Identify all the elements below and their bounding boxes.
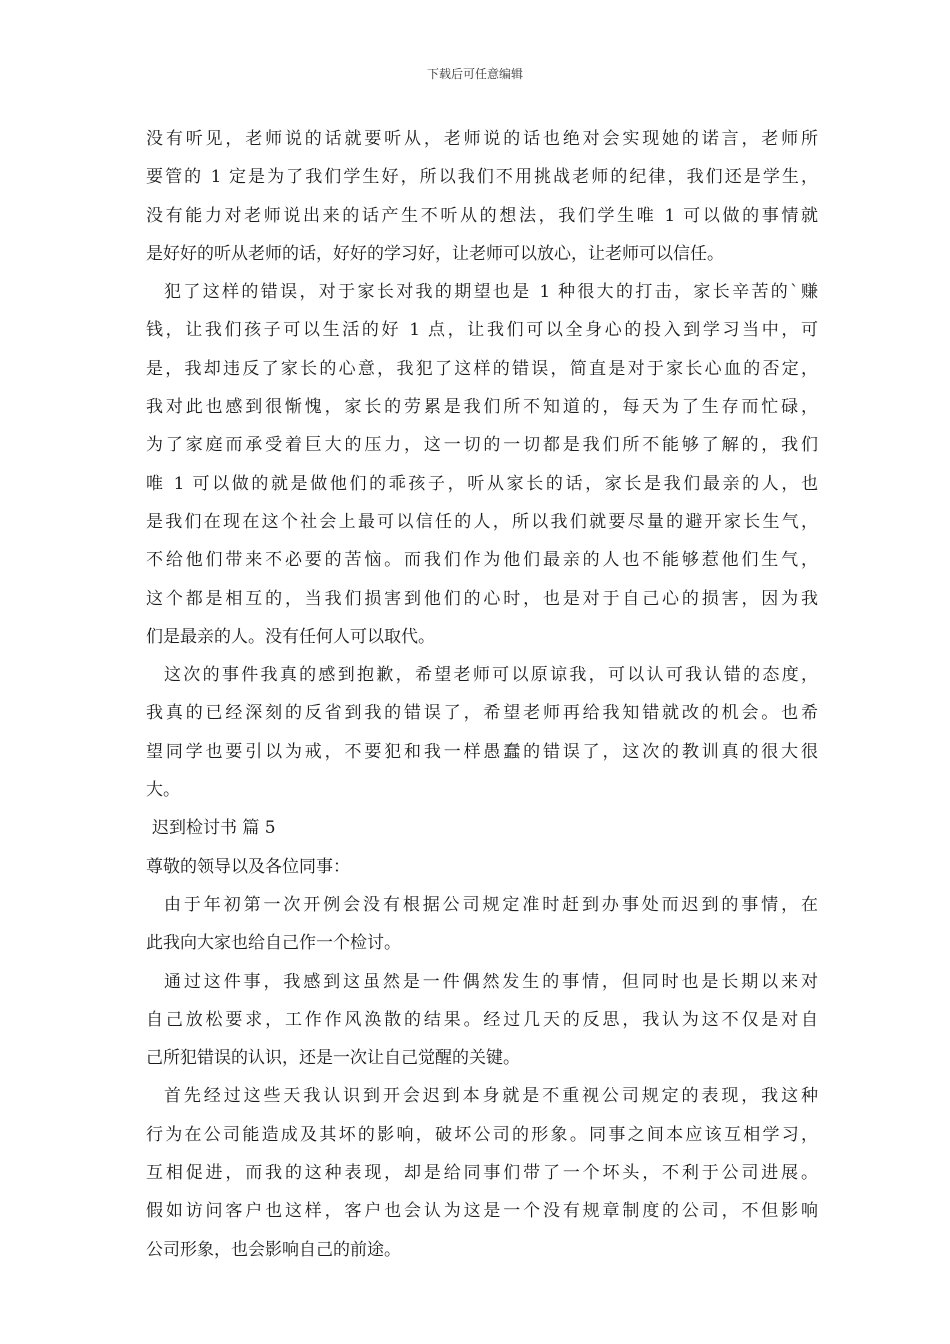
text-line: 为了家庭而承受着巨大的压力，这一切的一切都是我们所不能够了解的，我们 xyxy=(146,435,818,456)
document-body xyxy=(146,120,818,1269)
text-line: 公司形象，也会影响自己的前途。 xyxy=(146,1239,401,1260)
page-header: 下载后可任意编辑 xyxy=(426,67,523,81)
text-line: 通过这件事，我感到这虽然是一件偶然发生的事情，但同时也是长期以来对 xyxy=(164,971,818,992)
text-line: 是，我却违反了家长的心意，我犯了这样的错误，简直是对于家长心血的否定， xyxy=(146,358,818,379)
text-line: 要管的 1 定是为了我们学生好，所以我们不用挑战老师的纪律，我们还是学生， xyxy=(146,167,818,188)
text-line: 这次的事件我真的感到抱歉，希望老师可以原谅我，可以认可我认错的态度， xyxy=(164,665,818,686)
text-line: 不给他们带来不必要的苦恼。而我们作为他们最亲的人也不能够惹他们生气， xyxy=(146,550,818,571)
text-line: 是好好的听从老师的话，好好的学习好，让老师可以放心，让老师可以信任。 xyxy=(146,243,724,264)
text-line: 没有能力对老师说出来的话产生不听从的想法，我们学生唯 1 可以做的事情就 xyxy=(146,205,818,226)
text-line: 望同学也要引以为戒，不要犯和我一样愚蠢的错误了，这次的教训真的很大很 xyxy=(146,741,818,762)
text-line: 我对此也感到很惭愧，家长的劳累是我们所不知道的，每天为了生存而忙碌， xyxy=(146,397,818,418)
text-line: 己所犯错误的认识，还是一次让自己觉醒的关键。 xyxy=(146,1048,520,1069)
text-line: 钱，让我们孩子可以生活的好 1 点，让我们可以全身心的投入到学习当中，可 xyxy=(146,320,818,341)
text-line: 犯了这样的错误，对于家长对我的期望也是 1 种很大的打击，家长辛苦的`赚 xyxy=(164,282,818,303)
section-heading: 迟到检讨书 篇 5 xyxy=(152,818,276,839)
text-line: 假如访问客户也这样，客户也会认为这是一个没有规章制度的公司，不但影响 xyxy=(146,1201,818,1222)
text-line: 我真的已经深刻的反省到我的错误了，希望老师再给我知错就改的机会。也希 xyxy=(146,703,818,724)
text-line: 互相促进，而我的这种表现，却是给同事们带了一个坏头，不利于公司进展。 xyxy=(146,1163,818,1184)
text-line: 首先经过这些天我认识到开会迟到本身就是不重视公司规定的表现，我这种 xyxy=(164,1086,818,1107)
text-line: 此我向大家也给自己作一个检讨。 xyxy=(146,933,401,954)
text-line: 没有听见，老师说的话就要听从，老师说的话也绝对会实现她的诺言，老师所 xyxy=(146,129,818,149)
salutation: 尊敬的领导以及各位同事： xyxy=(146,856,350,877)
text-line: 这个都是相互的，当我们损害到他们的心时，也是对于自己心的损害，因为我 xyxy=(146,588,818,609)
text-line: 大。 xyxy=(146,780,180,801)
text-line: 由于年初第一次开例会没有根据公司规定准时赶到办事处而迟到的事情，在 xyxy=(164,894,818,915)
text-line: 唯 1 可以做的就是做他们的乖孩子，听从家长的话，家长是我们最亲的人，也 xyxy=(146,473,818,494)
text-line: 行为在公司能造成及其坏的影响，破坏公司的形象。同事之间本应该互相学习， xyxy=(146,1124,818,1145)
text-line: 是我们在现在这个社会上最可以信任的人，所以我们就要尽量的避开家长生气， xyxy=(146,511,818,532)
text-line: 们是最亲的人。没有任何人可以取代。 xyxy=(146,626,435,647)
text-line: 自己放松要求，工作作风涣散的结果。经过几天的反思，我认为这不仅是对自 xyxy=(146,1009,818,1030)
